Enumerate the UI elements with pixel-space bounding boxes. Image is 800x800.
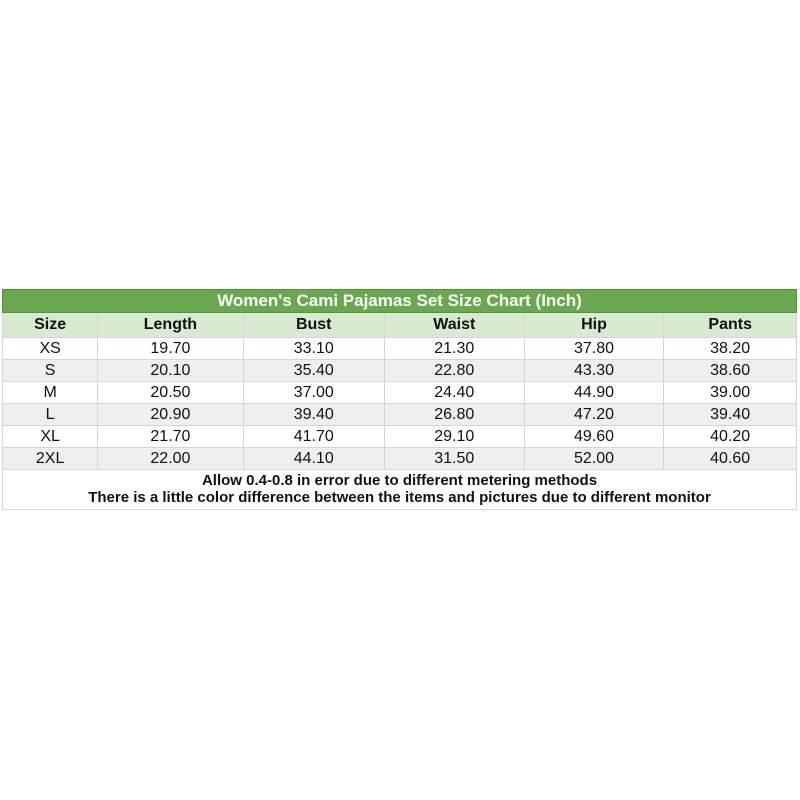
value-cell: 35.40 xyxy=(243,360,384,382)
table-title-row xyxy=(3,290,797,313)
table-notes-row xyxy=(3,470,797,510)
value-cell: 26.80 xyxy=(384,404,524,426)
column-header-bust: Bust xyxy=(243,313,384,338)
table-notes xyxy=(3,470,797,510)
value-cell: 20.90 xyxy=(98,404,243,426)
table-header-row xyxy=(3,313,797,338)
column-header-hip: Hip xyxy=(524,313,664,338)
size-cell: XS xyxy=(3,338,98,360)
size-chart-table xyxy=(2,289,797,510)
table-row-m xyxy=(3,382,797,404)
value-cell: 20.10 xyxy=(98,360,243,382)
value-cell: 24.40 xyxy=(384,382,524,404)
value-cell: 44.10 xyxy=(243,448,384,470)
note-line-2: There is a little color difference between the items and pictures due to different monitor xyxy=(88,489,711,506)
table-row-s xyxy=(3,360,797,382)
value-cell: 37.00 xyxy=(243,382,384,404)
value-cell: 39.00 xyxy=(664,382,797,404)
value-cell: 40.60 xyxy=(664,448,797,470)
table-row-2xl xyxy=(3,448,797,470)
table-row-l xyxy=(3,404,797,426)
value-cell: 33.10 xyxy=(243,338,384,360)
value-cell: 52.00 xyxy=(524,448,664,470)
value-cell: 43.30 xyxy=(524,360,664,382)
column-header-pants: Pants xyxy=(664,313,797,338)
value-cell: 21.30 xyxy=(384,338,524,360)
value-cell: 39.40 xyxy=(664,404,797,426)
table-title: Women's Cami Pajamas Set Size Chart (Inch) xyxy=(3,290,797,313)
value-cell: 47.20 xyxy=(524,404,664,426)
value-cell: 41.70 xyxy=(243,426,384,448)
value-cell: 37.80 xyxy=(524,338,664,360)
value-cell: 40.20 xyxy=(664,426,797,448)
value-cell: 49.60 xyxy=(524,426,664,448)
value-cell: 20.50 xyxy=(98,382,243,404)
value-cell: 21.70 xyxy=(98,426,243,448)
value-cell: 22.00 xyxy=(98,448,243,470)
table-row-xs xyxy=(3,338,797,360)
size-cell: 2XL xyxy=(3,448,98,470)
value-cell: 38.20 xyxy=(664,338,797,360)
size-chart-container xyxy=(2,289,797,510)
value-cell: 31.50 xyxy=(384,448,524,470)
table-row-xl xyxy=(3,426,797,448)
column-header-length: Length xyxy=(98,313,243,338)
column-header-waist: Waist xyxy=(384,313,524,338)
value-cell: 39.40 xyxy=(243,404,384,426)
value-cell: 44.90 xyxy=(524,382,664,404)
column-header-size: Size xyxy=(3,313,98,338)
value-cell: 19.70 xyxy=(98,338,243,360)
size-cell: S xyxy=(3,360,98,382)
size-cell: L xyxy=(3,404,98,426)
value-cell: 38.60 xyxy=(664,360,797,382)
size-cell: M xyxy=(3,382,98,404)
value-cell: 22.80 xyxy=(384,360,524,382)
value-cell: 29.10 xyxy=(384,426,524,448)
size-cell: XL xyxy=(3,426,98,448)
note-line-1: Allow 0.4-0.8 in error due to different metering methods xyxy=(201,472,598,489)
